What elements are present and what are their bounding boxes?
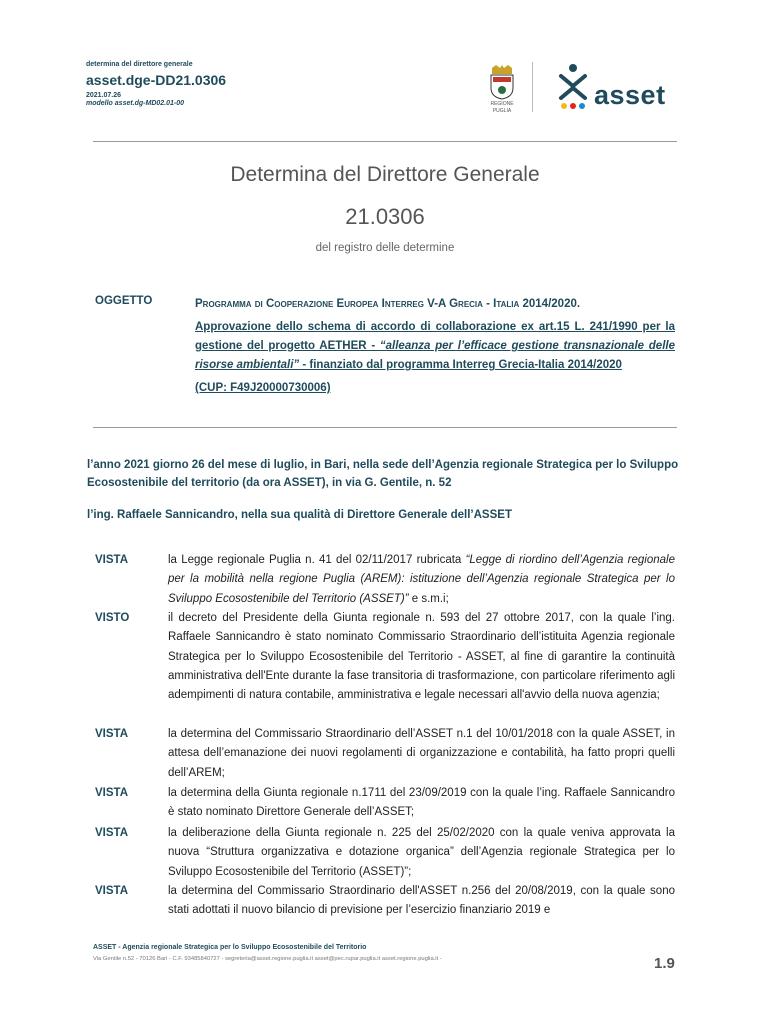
- asset-logo-text: asset: [594, 80, 666, 110]
- page-number: 1.9: [654, 955, 675, 972]
- oggetto-cup: (CUP: F49J20000730006): [195, 382, 331, 394]
- clause-text: la deliberazione della Giunta regionale n. 225 del 25/02/2020 con la quale veniva approvata la nuova “Struttura organizzativa e dotazione organica” dell’Agenzia regionale Strategica per lo Sviluppo Ecosostenibile del Territorio (ASSET)”;: [168, 827, 675, 878]
- oggetto-approvazione-a: Approvazione dello schema di accordo di collaborazione ex art.15 L. 241/1990 per la gestione del progetto AETHER -: [195, 321, 675, 352]
- oggetto-programme: [195, 295, 675, 314]
- oggetto-approvazione-b: “alleanza per l’efficace gestione transnazionale delle risorse ambientali”: [195, 340, 675, 371]
- clause-label: VISTA: [95, 554, 129, 566]
- document-number: 21.0306: [345, 204, 425, 229]
- clause-label: VISTO: [95, 612, 130, 624]
- document-model: modello asset.dg-MD02.01-00: [86, 100, 185, 107]
- oggetto-approvazione: [195, 318, 675, 375]
- document-title: Determina del Direttore Generale: [230, 163, 540, 186]
- document-meta: [86, 61, 226, 107]
- clause-text-c: e s.m.i;: [408, 592, 449, 605]
- regione-logo-text-1: REGIONE: [490, 101, 514, 107]
- clause-item: [95, 609, 680, 725]
- clause-label: VISTA: [95, 885, 129, 897]
- document-code: asset.dge-DD21.0306: [86, 72, 227, 88]
- clause-item: [95, 725, 680, 784]
- document-date: 2021.07.26: [86, 92, 122, 99]
- document-subtitle: del registro delle determine: [315, 242, 455, 254]
- clause-text-a: la Legge regionale Puglia n. 41 del 02/11/2017 rubricata: [168, 554, 466, 566]
- clause-label: VISTA: [95, 728, 129, 740]
- clause-text: la determina del Commissario Straordinario dell’ASSET n.1 del 10/01/2018 con la quale ASSET, in attesa dell’emanazione dei nuovi regolamenti di organizzazione e contabilità, ha fatto propri quelli dell’AREM;: [168, 728, 675, 779]
- clause-text: il decreto del Presidente della Giunta regionale n. 593 del 27 ottobre 2017, con la quale l’ing. Raffaele Sannicandro è stato nominato Commissario Straordinario dell’istituita Agenzia regionale Strategica per lo Sviluppo Ecosostenibile del Territorio - ASSET, al fine di garantire la continuità amministrativa dell'Ente durante la fase transitoria di trasformazione, con particolare riferimento agli adempimenti di natura contabile, amministrativa e legale necessari all'avvio della nuova agenzia;: [168, 612, 675, 702]
- footer-organization: ASSET - Agenzia regionale Strategica per lo Sviluppo Ecosostenibile del Territorio: [93, 944, 367, 951]
- regione-puglia-shield-icon: [488, 64, 516, 100]
- oggetto-body: [195, 295, 675, 398]
- clause-text: [168, 551, 675, 609]
- clause-item: [95, 784, 680, 824]
- logo-separator: [532, 62, 533, 112]
- meta-label: determina del direttore generale: [86, 61, 193, 68]
- intro-place-date: l’anno 2021 giorno 26 del mese di luglio, in Bari, nella sede dell’Agenzia regionale Strategica per lo Sviluppo Ecosostenibile del territorio (da ora ASSET), in via G. Gentile, n. 52: [87, 459, 679, 489]
- clause-label: VISTA: [95, 827, 129, 839]
- oggetto-approvazione-c: - finanziato dal programma Interreg Grecia-Italia 2014/2020: [299, 359, 622, 371]
- oggetto-rule: [93, 427, 677, 428]
- clause-text-b: “Legge di riordino dell’Agenzia regionale per la mobilità nella regione Puglia (AREM): istituzione dell’Agenzia regionale Strategica per lo Sviluppo Ecosostenibile del Territorio (ASSET)”: [168, 554, 675, 605]
- clause-item: [95, 824, 680, 882]
- clause-item: [95, 882, 680, 922]
- intro-director: l’ing. Raffaele Sannicandro, nella sua qualità di Direttore Generale dell’ASSET: [87, 509, 512, 521]
- clause-text: la determina della Giunta regionale n.1711 del 23/09/2019 con la quale l’ing. Raffaele Sannicandro è stato nominato Direttore Generale dell’ASSET;: [168, 787, 675, 819]
- regione-logo-text-2: PUGLIA: [492, 108, 512, 114]
- clauses-list: [95, 551, 680, 922]
- clause-item: [95, 551, 680, 609]
- footer-address: Via Gentile n.52 - 70126 Bari - C.F. 93485840727 - segreteria@asset.regione.puglia.it asset@pec.rupar.puglia.it asset.regione.puglia.it -: [93, 956, 442, 962]
- oggetto-label: OGGETTO: [95, 295, 153, 307]
- regione-puglia-logo: [488, 64, 516, 114]
- clause-label: VISTA: [95, 787, 129, 799]
- header-rule: [93, 141, 677, 142]
- clause-text: la determina del Commissario Straordinario dell'ASSET n.256 del 20/08/2019, con la quale sono stati adottati il nuovo bilancio di previsione per l’esercizio finanziario 2019 e: [168, 885, 675, 917]
- oggetto-programme-text: Programma di Cooperazione Europea Interreg V-A Grecia - Italia 2014/2020.: [195, 298, 581, 310]
- asset-logo-mark-icon: [548, 60, 598, 115]
